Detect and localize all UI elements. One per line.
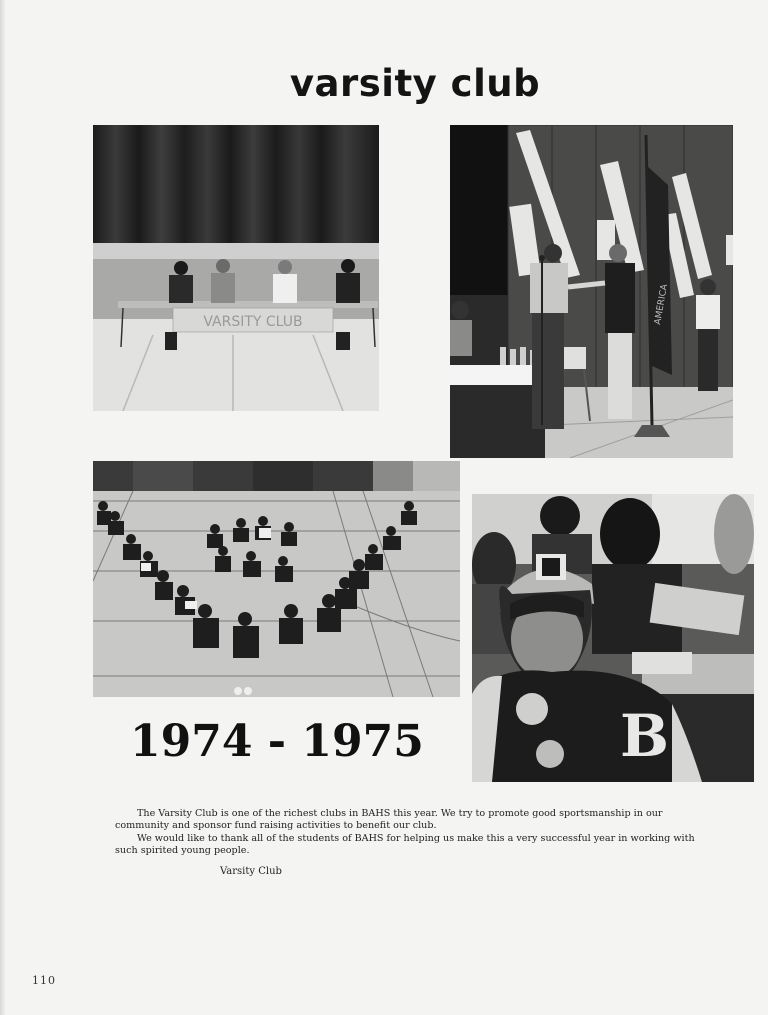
years-heading: 1974 - 1975 bbox=[130, 716, 424, 767]
photo-students-classroom bbox=[472, 494, 754, 782]
jacket-letter: B bbox=[620, 702, 670, 770]
flag-text: AMERICA bbox=[653, 283, 671, 326]
photo-panel-discussion bbox=[93, 125, 379, 411]
body-text bbox=[115, 808, 715, 858]
photo-group-formation bbox=[93, 461, 460, 697]
page-title: varsity club bbox=[289, 62, 541, 105]
page-edge bbox=[0, 0, 6, 1015]
photo-award-ceremony bbox=[450, 125, 733, 458]
signature: Varsity Club bbox=[220, 866, 282, 877]
banner-text: VARSITY CLUB bbox=[203, 314, 303, 330]
paragraph-2: We would like to thank all of the students of BAHS for helping us make this a very successful year in working with such spirited young people. bbox=[115, 832, 695, 857]
paragraph-1: The Varsity Club is one of the richest clubs in BAHS this year. We try to promote good sportsmanship in our community and sponsor fund raising activities to benefit our club. bbox=[115, 808, 663, 832]
page-number: 110 bbox=[32, 974, 56, 987]
